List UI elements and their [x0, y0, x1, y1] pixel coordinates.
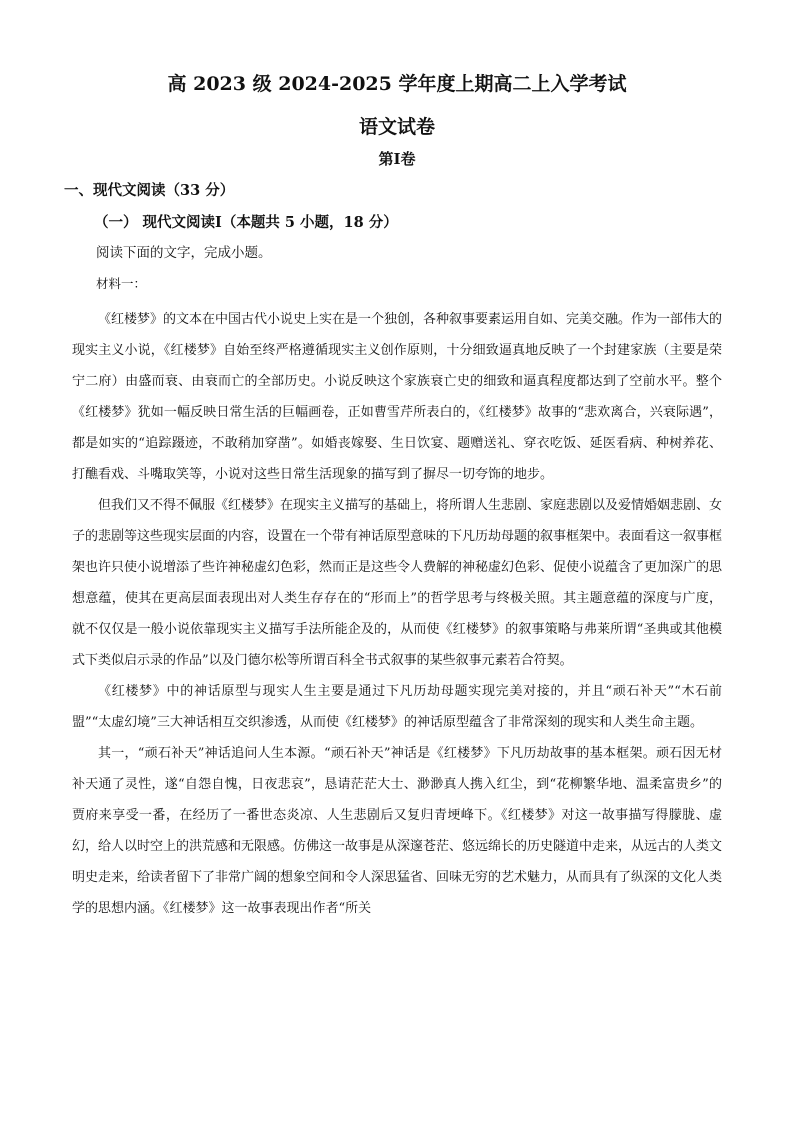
passage-paragraph: 其一，“顽石补天”神话追问人生本源。“顽石补天”神话是《红楼梦》下凡历劫故事的基本框架。顽石因无材补天通了灵性，遂“自怨自愧，日夜悲哀”，恳请茫茫大士、渺渺真人携入红尘，到“花柳繁华地、温柔富贵乡”的贾府来享受一番，在经历了一番世态炎凉、人生悲剧后又复归青埂峰下。《红楼梦》对这一故事描写得朦胧、虚幻，给人以时空上的洪荒感和无限感。仿佛这一故事是从深邃苍茫、悠远绵长的历史隧道中走来，从远古的人类文明史走来，给读者留下了非常广阔的想象空间和令人深思猛省、回味无穷的艺术魅力，从而具有了纵深的文化人类学的思想内涵。《红楼梦》这一故事表现出作者“所关: [72, 746, 723, 916]
volume-label: 第Ⅰ卷: [378, 150, 416, 168]
material-label: 材料一：: [96, 276, 147, 291]
reading-instruction: 阅读下面的文字，完成小题。: [96, 245, 272, 261]
passage-paragraph: 《红楼梦》中的神话原型与现实人生主要是通过下凡历劫母题实现完美对接的，并且“顽石补天”“木石前盟”“太虚幻境”三大神话相互交织渗透，从而使《红楼梦》的神话原型蕴含了非常深刻的现实和人类生命主题。: [72, 684, 722, 730]
exam-title: 高 2023 级 2024-2025 学年度上期高二上入学考试: [167, 73, 627, 95]
passage-paragraph: 但我们又不得不佩服《红楼梦》在现实主义描写的基础上，将所谓人生悲剧、家庭悲剧以及爱情婚姻悲剧、女子的悲剧等这些现实层面的内容，设置在一个带有神话原型意味的下凡历劫母题的叙事框架中。表面看这一叙事框架也许只使小说增添了些许神秘虚幻色彩，然而正是这些令人费解的神秘虚幻色彩、促使小说蕴含了更加深广的思想意蕴，使其在更高层面表现出对人类生存存在的“形而上”的哲学思考与终极关照。其主题意蕴的深度与广度，就不仅仅是一般小说依靠现实主义描写手法所能企及的，从而使《红楼梦》的叙事策略与弗莱所谓“圣典或其他模式下类似启示录的作品”以及门德尔松等所谓百科全书式叙事的某些叙事元素若合符契。: [72, 498, 723, 668]
exam-subtitle: 语文试卷: [358, 116, 435, 138]
section-heading: 一、现代文阅读（33 分）: [64, 182, 235, 199]
reading-passage: [72, 304, 722, 924]
subsection-heading: （一） 现代文阅读Ⅰ（本题共 5 小题，18 分）: [94, 214, 398, 231]
passage-paragraph: 《红楼梦》的文本在中国古代小说史上实在是一个独创，各种叙事要素运用自如、完美交融。作为一部伟大的现实主义小说，《红楼梦》自始至终严格遵循现实主义创作原则，十分细致逼真地反映了一个封建家族（主要是荣宁二府）由盛而衰、由衰而亡的全部历史。小说反映这个家族衰亡史的细致和逼真程度都达到了空前水平。整个《红楼梦》犹如一幅反映日常生活的巨幅画卷，正如曹雪芹所表白的，《红楼梦》故事的“悲欢离合，兴衰际遇”，都是如实的“追踪蹑迹，不敢稍加穿凿”。如婚丧嫁娶、生日饮宴、题赠送礼、穿衣吃饭、延医看病、种树养花、打醮看戏、斗嘴取笑等，小说对这些日常生活现象的描写到了摒尽一切夸饰的地步。: [72, 312, 723, 482]
